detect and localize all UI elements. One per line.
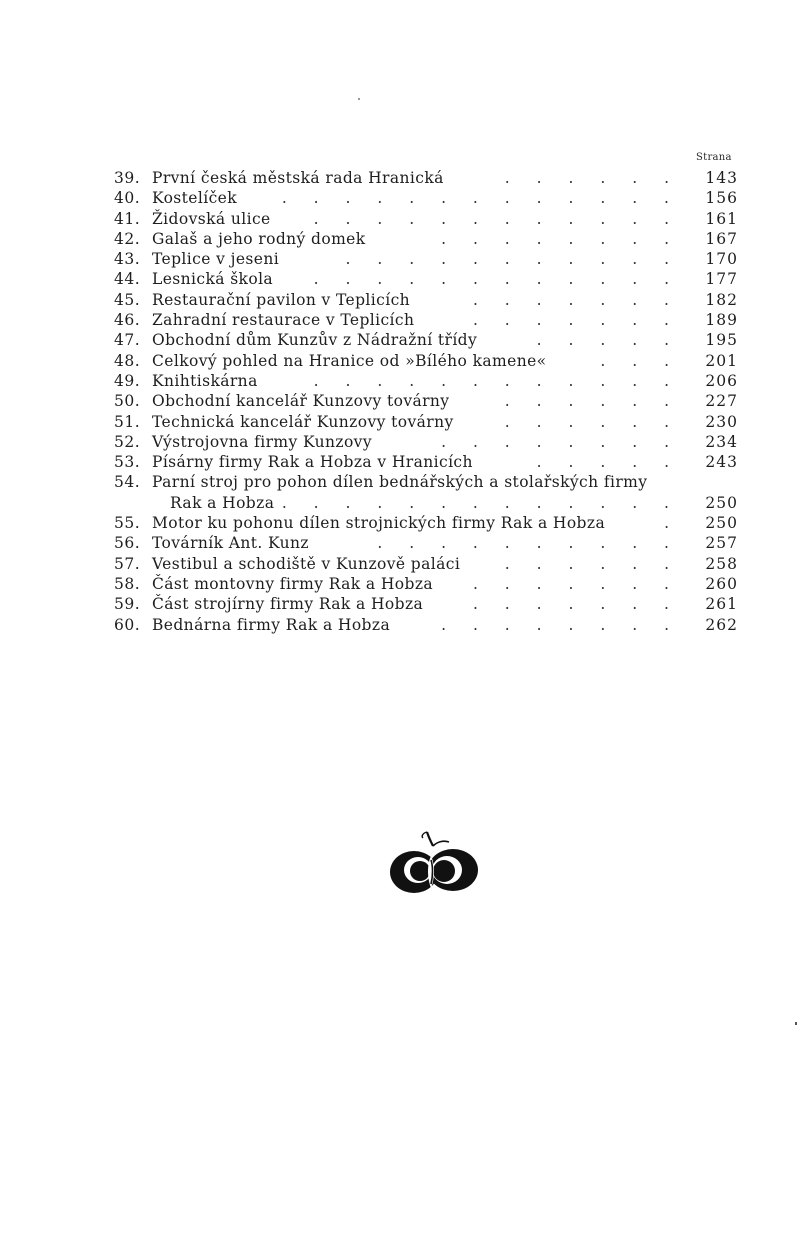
entry-number: 54.: [114, 473, 141, 492]
dot-leaders: . . . . . . . . . . . . .: [281, 493, 680, 512]
entry-title: Galaš a jeho rodný domek: [152, 229, 366, 248]
entry-title: Část montovny firmy Rak a Hobza: [152, 574, 434, 593]
dot-leaders: . . . . . . . .: [441, 432, 680, 451]
entry-page-number: 201: [705, 351, 738, 370]
dot-leaders: . . . . . .: [504, 169, 680, 187]
entry-page-number: 177: [705, 270, 738, 289]
twin-fruit-ornament-icon: [387, 830, 481, 900]
dot-leaders: . . . . . . . .: [441, 229, 680, 248]
entry-number: 48.: [114, 351, 141, 370]
dot-leaders: . . . . . .: [504, 412, 680, 431]
entry-number: 42.: [114, 229, 141, 248]
entry-number: 51.: [114, 412, 141, 431]
entry-number: 41.: [114, 209, 141, 228]
toc-entry: [114, 412, 738, 432]
entry-title: Lesnická škola: [152, 270, 274, 289]
entry-number: 59.: [114, 595, 141, 614]
toc-entry: [114, 310, 738, 330]
dot-leaders: . . . . . . . . . . . . .: [281, 189, 680, 208]
toc-entry: [114, 452, 738, 472]
entry-title: Židovská ulice: [152, 209, 271, 228]
entry-number: 45.: [114, 290, 141, 309]
entry-page-number: 257: [705, 534, 738, 553]
entry-title: Továrník Ant. Kunz: [152, 534, 309, 553]
toc-entry: [114, 554, 738, 574]
dot-leaders: . . . . . . .: [472, 595, 680, 614]
dot-leaders: . . . . . . . . . .: [377, 534, 680, 553]
entry-number: 53.: [114, 453, 141, 472]
entry-page-number: 260: [705, 574, 738, 593]
entry-number: 57.: [114, 554, 141, 573]
entry-title: Bednárna firmy Rak a Hobza: [152, 615, 391, 634]
dot-leaders: . . . . . . .: [472, 574, 680, 593]
entry-page-number: 143: [705, 169, 738, 187]
entry-number: 60.: [114, 615, 141, 634]
entry-title: Teplice v jeseni: [152, 250, 280, 269]
dot-leaders: . . . . .: [536, 331, 680, 350]
paper-speck: [795, 1022, 797, 1025]
toc-entry: [114, 391, 738, 411]
entry-number: 46.: [114, 311, 141, 330]
entry-page-number: 230: [705, 412, 738, 431]
entry-title: Parní stroj pro pohon dílen bednářských a stolařských firmy: [152, 473, 648, 492]
entry-page-number: 195: [705, 331, 738, 350]
toc-entry-continuation: [114, 493, 738, 513]
entry-title: Motor ku pohonu dílen strojnických firmy Rak a Hobza: [152, 514, 606, 533]
entry-page-number: 189: [705, 311, 738, 330]
toc-entry: [114, 472, 738, 492]
entry-title: Restaurační pavilon v Teplicích: [152, 290, 411, 309]
entry-page-number: 156: [705, 189, 738, 208]
toc-entry: [114, 269, 738, 289]
toc-entry: [114, 188, 738, 208]
entry-number: 55.: [114, 514, 141, 533]
entry-page-number: 262: [705, 615, 738, 634]
entry-title: První česká městská rada Hranická: [152, 169, 444, 187]
toc-entry: [114, 168, 738, 188]
entry-number: 50.: [114, 392, 141, 411]
dot-leaders: . . . . . . . .: [441, 615, 680, 634]
entry-page-number: 243: [705, 453, 738, 472]
entry-number: 47.: [114, 331, 141, 350]
entry-title: Technická kancelář Kunzovy továrny: [152, 412, 454, 431]
entry-number: 40.: [114, 189, 141, 208]
entry-page-number: 261: [705, 595, 738, 614]
entry-page-number: 167: [705, 229, 738, 248]
toc-entry: [114, 574, 738, 594]
entry-title: Celkový pohled na Hranice od »Bílého kamene«: [152, 351, 547, 370]
toc-entry: [114, 229, 738, 249]
entry-number: 58.: [114, 574, 141, 593]
entry-page-number: 227: [705, 392, 738, 411]
dot-leaders: . . . . . . . . . . . .: [313, 209, 680, 228]
entry-title: Zahradní restaurace v Teplicích: [152, 311, 415, 330]
entry-number: 44.: [114, 270, 141, 289]
paper-mark: [358, 98, 360, 100]
page-column-header: Strana: [696, 152, 732, 163]
entry-title: Vestibul a schodiště v Kunzově paláci: [152, 554, 461, 573]
dot-leaders: . . . . . . . . . . . .: [313, 371, 680, 390]
dot-leaders: . . . . . . .: [472, 290, 680, 309]
toc-entry: [114, 249, 738, 269]
dot-leaders: . . . . . . .: [472, 311, 680, 330]
entry-page-number: 234: [705, 432, 738, 451]
dot-leaders: . . . . . .: [504, 554, 680, 573]
toc-entry: [114, 351, 738, 371]
toc-entry: [114, 209, 738, 229]
toc-entry: [114, 371, 738, 391]
entry-number: 49.: [114, 371, 141, 390]
entry-page-number: 250: [705, 493, 738, 512]
entry-number: 52.: [114, 432, 141, 451]
entry-number: 39.: [114, 169, 141, 187]
entry-title: Knihtiskárna: [152, 371, 258, 390]
toc-entry: [114, 513, 738, 533]
entry-title: Obchodní dům Kunzův z Nádražní třídy: [152, 331, 478, 350]
toc-entry: [114, 594, 738, 614]
list-of-illustrations: [114, 168, 738, 635]
dot-leaders: .: [664, 514, 680, 533]
dot-leaders: . . . . .: [536, 453, 680, 472]
toc-entry: [114, 330, 738, 350]
toc-entry: [114, 432, 738, 452]
entry-title-continuation: Rak a Hobza: [170, 493, 275, 512]
entry-page-number: 258: [705, 554, 738, 573]
entry-title: Výstrojovna firmy Kunzovy: [152, 432, 372, 451]
entry-number: 56.: [114, 534, 141, 553]
entry-title: Obchodní kancelář Kunzovy továrny: [152, 392, 450, 411]
entry-title: Písárny firmy Rak a Hobza v Hranicích: [152, 453, 473, 472]
entry-page-number: 250: [705, 514, 738, 533]
toc-entry: [114, 615, 738, 635]
entry-page-number: 206: [705, 371, 738, 390]
dot-leaders: . . . . . .: [504, 392, 680, 411]
entry-title: Část strojírny firmy Rak a Hobza: [152, 595, 424, 614]
entry-title: Kostelíček: [152, 189, 238, 208]
dot-leaders: . . .: [600, 351, 680, 370]
entry-number: 43.: [114, 250, 141, 269]
toc-entry: [114, 533, 738, 553]
entry-page-number: 161: [705, 209, 738, 228]
toc-entry: [114, 290, 738, 310]
entry-page-number: 182: [705, 290, 738, 309]
entry-page-number: 170: [705, 250, 738, 269]
dot-leaders: . . . . . . . . . . . .: [313, 270, 680, 289]
dot-leaders: . . . . . . . . . . .: [345, 250, 680, 269]
